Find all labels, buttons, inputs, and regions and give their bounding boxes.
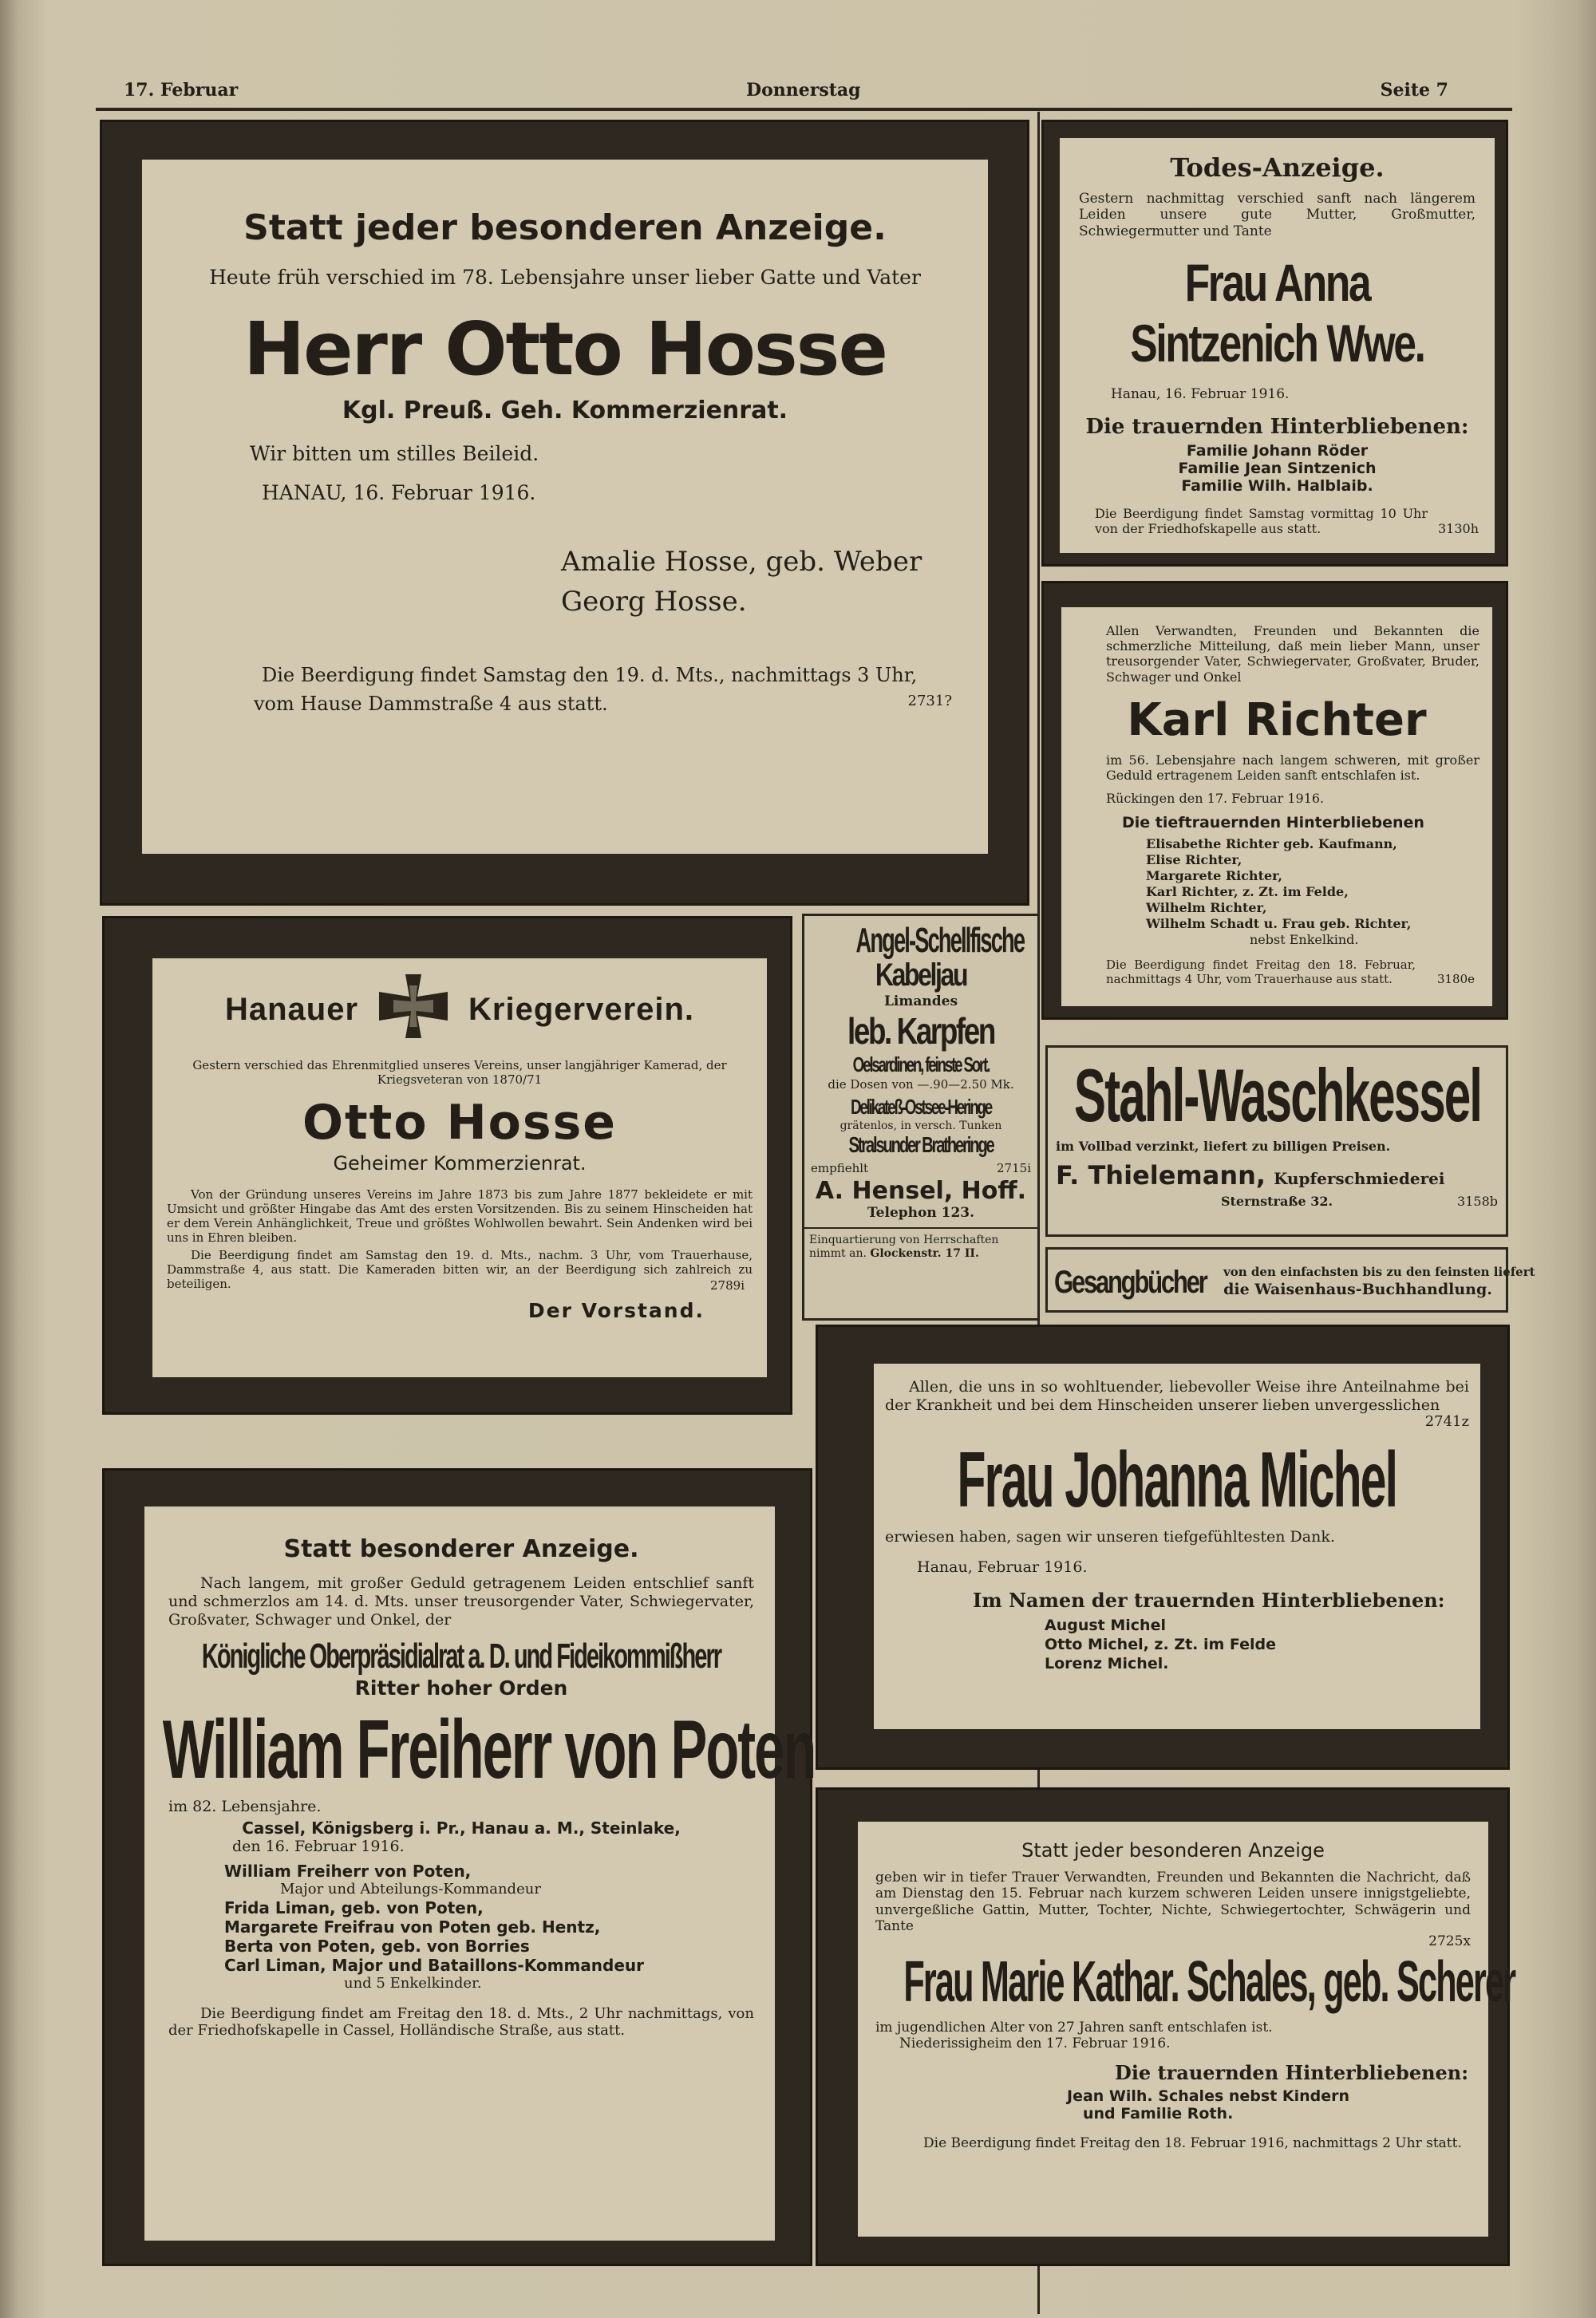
ad-richter-mourner-list <box>1146 836 1479 948</box>
ad-poten-rank: Königliche Oberpräsidialrat a. D. und Fideikommißherr <box>201 1637 721 1676</box>
ad-hensel-line-6: die Dosen von —.90—2.50 Mk. <box>828 1077 1014 1092</box>
ad-richter-mourner: Karl Richter, z. Zt. im Felde, <box>1146 884 1349 900</box>
ad-kriegerverein-name: Otto Hosse <box>302 1095 618 1151</box>
ad-hosse-funeral-2-text: vom Hause Dammstraße 4 aus statt. <box>254 693 608 715</box>
ad-poten-death-notice <box>102 1468 816 2266</box>
ad-schales-heading: Statt jeder besonderen Anzeige <box>1021 1839 1325 1862</box>
ad-poten-mourner: William Freiherr von Poten, <box>224 1862 472 1882</box>
ad-michel-code: 2741z <box>1424 1412 1469 1430</box>
ad-sintzenich-mourner-1: Familie Johann Röder <box>1186 442 1369 460</box>
ad-hensel-line-1: Angel-Schellfische <box>855 921 1025 960</box>
ad-richter-mourners-head: Die tieftrauernden Hinterbliebenen <box>1122 814 1424 832</box>
ad-thielemann-firm: F. Thielemann, <box>1056 1160 1266 1191</box>
ad-gesang-title: Gesangbücher <box>1054 1264 1207 1300</box>
ad-michel-place-date: Hanau, Februar 1916. <box>917 1558 1088 1576</box>
ad-hensel-line-2: Kabeljau <box>875 958 967 993</box>
ad-gesang-line-1: von den einfachsten bis zu den feinsten liefert <box>1223 1265 1535 1280</box>
ad-richter-mourner: Wilhelm Richter, <box>1146 900 1267 916</box>
ad-poten-mourner: Frida Liman, geb. von Poten, <box>224 1897 484 1917</box>
ad-poten-mourner: Margarete Freifrau von Poten geb. Hentz, <box>224 1917 601 1937</box>
ad-hosse-death-notice <box>100 120 1029 906</box>
ad-gesangbuecher <box>1045 1247 1535 1313</box>
ad-michel-thanks: erwiesen haben, sagen wir unseren tiefgefühltesten Dank. <box>885 1527 1335 1546</box>
ad-thielemann-code: 3158b <box>1457 1194 1498 1209</box>
ad-sintzenich-code: 3130h <box>1437 521 1479 537</box>
ad-richter-mourner: nebst Enkelkind. <box>1250 932 1359 948</box>
ad-richter-name: Karl Richter <box>1127 693 1427 746</box>
ad-kriegerverein-text-1: Von der Gründung unseres Vereins im Jahre 1873 bis zum Jahre 1877 bekleidete er mit Umsicht und größter Hingabe das Amt des ersten Vorsitzenden. Bis zu seinem Hinscheiden hat er dem Verein Anhänglichkeit, Treue und größtes Wohlwollen bewahrt. Sein Andenken wird bei uns in Ehren bleiben. <box>167 1187 753 1245</box>
ad-kriegerverein-notice <box>102 916 792 1415</box>
ad-hensel-line-3: Limandes <box>883 993 958 1009</box>
ad-poten-mourner: Carl Liman, Major und Bataillons-Kommandeur <box>224 1955 644 1975</box>
ad-hensel-line-9: Stralsunder Bratheringe <box>848 1132 994 1157</box>
ad-poten-order: Ritter hoher Orden <box>354 1676 568 1700</box>
ad-poten-mourner-list <box>168 1862 754 1992</box>
header-date: 17. Februar <box>124 80 239 101</box>
ad-poten-intro: Nach langem, mit großer Geduld getragenem Leiden entschlief sanft und schmerzlos am 14. d. Mts. unser treusorgender Vater, Schwiegervater, Großvater, Schwager und Onkel, der <box>168 1574 754 1629</box>
ad-kriegerverein-club-left: Hanauer <box>224 992 359 1027</box>
ad-hosse-funeral-1: Die Beerdigung findet Samstag den 19. d. Mts., nachmittags 3 Uhr, <box>262 664 918 686</box>
ad-kriegerverein-signature: Der Vorstand. <box>527 1299 705 1322</box>
ad-thielemann-kessel <box>1045 1045 1508 1237</box>
ad-schales-age: im jugendlichen Alter von 27 Jahren sanft entschlafen ist. <box>875 2019 1273 2036</box>
ad-hensel-line-10 <box>804 1161 1037 1175</box>
ad-kriegerverein-club-line <box>167 974 753 1045</box>
ad-hosse-heading: Statt jeder besonderen Anzeige. <box>243 207 887 248</box>
ad-thielemann-title: Stahl-Waschkessel <box>1073 1053 1482 1137</box>
ad-schales-mourners-head: Die trauernden Hinterbliebenen: <box>1115 2060 1469 2084</box>
ad-richter-funeral-text: Die Beerdigung findet Freitag den 18. Februar, nachmittags 4 Uhr, vom Trauerhause aus statt. <box>1106 958 1416 987</box>
ad-sintzenich-death-notice <box>1041 120 1508 567</box>
ad-thielemann-line: im Vollbad verzinkt, liefert zu billigen Preisen. <box>1056 1139 1391 1154</box>
ad-hensel-firm: A. Hensel, Hoff. <box>815 1177 1027 1205</box>
ad-thielemann-firm-line <box>1056 1160 1498 1191</box>
ad-hosse-name: Herr Otto Hosse <box>243 306 887 392</box>
ad-richter-place-date: Rückingen den 17. Februar 1916. <box>1106 791 1325 807</box>
ad-hensel-line-7: Delikateß-Ostsee-Heringe <box>850 1095 991 1119</box>
ad-richter-funeral <box>1074 958 1479 986</box>
ad-michel-name: Frau Johanna Michel <box>957 1435 1397 1523</box>
ad-hensel-phone: Telephon 123. <box>867 1205 975 1221</box>
ad-poten-mourner: Berta von Poten, geb. von Borries <box>224 1936 530 1956</box>
ad-kriegerverein-text-2: Die Beerdigung findet am Samstag den 19. d. Mts., nachm. 3 Uhr, vom Trauerhause, Dammstraße 4, aus statt. Die Kameraden bitten wir, an der Beerdigung sich zahlreich zu beteiligen. <box>167 1248 753 1291</box>
ad-gesang-line-2: die Waisenhaus-Buchhandlung. <box>1223 1281 1492 1299</box>
ad-sintzenich-heading: Todes-Anzeige. <box>1170 152 1385 183</box>
ad-kriegerverein-title: Geheimer Kommerzienrat. <box>333 1152 587 1175</box>
ad-richter-intro: Allen Verwandten, Freunden und Bekannten die schmerzliche Mitteilung, daß mein lieber Mann, unser treusorgender Vater, Schwiegervater, Großvater, Bruder, Schwager und Onkel <box>1106 623 1479 685</box>
ad-sintzenich-mourners-head: Die trauernden Hinterbliebenen: <box>1085 415 1469 440</box>
ad-richter-mourner: Elisabethe Richter geb. Kaufmann, <box>1146 836 1397 852</box>
ad-hosse-request: Wir bitten um stilles Beileid. <box>250 442 539 465</box>
ad-michel-mourner-3: Lorenz Michel. <box>1045 1654 1169 1672</box>
ad-hosse-code: 2731? <box>907 693 952 709</box>
ad-hensel-line-4: leb. Karpfen <box>847 1010 994 1052</box>
ad-sintzenich-intro: Gestern nachmittag verschied sanft nach längerem Leiden unsere gute Mutter, Großmutter, Schwiegermutter und Tante <box>1079 191 1476 239</box>
ad-thielemann-address-line <box>1056 1194 1498 1209</box>
ad-sintzenich-funeral <box>1071 506 1483 536</box>
ad-hensel-code: 2715i <box>997 1161 1031 1175</box>
ad-sintzenich-mourner-3: Familie Wilh. Halblaib. <box>1181 477 1373 496</box>
ad-richter-mourner: Wilhelm Schadt u. Frau geb. Richter, <box>1146 916 1412 932</box>
ad-poten-places: Cassel, Königsberg i. Pr., Hanau a. M., Steinlake, <box>242 1818 681 1838</box>
ad-michel-thanks <box>816 1325 1510 1770</box>
ad-richter-mourner: Elise Richter, <box>1146 852 1242 868</box>
ad-richter-text: im 56. Lebensjahre nach langem schweren, mit großer Geduld ertragenem Leiden sanft entschlafen ist. <box>1106 752 1479 783</box>
ad-thielemann-address: Sternstraße 32. <box>1220 1194 1333 1209</box>
ad-hosse-title: Kgl. Preuß. Geh. Kommerzienrat. <box>342 397 788 425</box>
ad-richter-death-notice <box>1041 581 1508 1020</box>
ad-richter-code: 3180e <box>1436 972 1475 987</box>
ad-schales-mourner-2: und Familie Roth. <box>1083 2104 1234 2123</box>
page-header <box>124 80 1448 104</box>
ad-sintzenich-mourner-2: Familie Jean Sintzenich <box>1178 460 1377 478</box>
ad-hensel-line-8: grätenlos, in versch. Tunken <box>839 1120 1002 1132</box>
ad-sintzenich-funeral-text: Die Beerdigung findet Samstag vormittag 10 Uhr von der Friedhofskapelle aus statt. <box>1095 506 1428 537</box>
ad-poten-mourner: und 5 Enkelkinder. <box>344 1974 482 1992</box>
ad-michel-mourners-head: Im Namen der trauernden Hinterbliebenen: <box>973 1588 1445 1612</box>
ad-hensel-address: Glockenstr. 17 II. <box>870 1246 979 1260</box>
ad-richter-mourner: Margarete Richter, <box>1146 868 1282 884</box>
ad-schales-place-date: Niederissigheim den 17. Februar 1916. <box>899 2035 1171 2051</box>
ad-hosse-funeral-2 <box>254 693 988 715</box>
ad-hensel-recommends: empfiehlt <box>811 1161 869 1175</box>
ad-gesang-text <box>1223 1264 1535 1301</box>
ad-schales-name: Frau Marie Kathar. Schales, geb. Scherer <box>903 1949 1515 2014</box>
ad-michel-intro: Allen, die uns in so wohltuender, liebevoller Weise ihre Anteilnahme bei der Krankheit und bei dem Hinscheiden unserer lieben unvergesslichen <box>885 1378 1469 1414</box>
ad-schales-code: 2725x <box>1428 1933 1471 1949</box>
ad-poten-funeral: Die Beerdigung findet am Freitag den 18. d. Mts., 2 Uhr nachmittags, von der Friedhofskapelle in Cassel, Holländische Straße, aus statt. <box>168 2004 754 2040</box>
ad-hosse-mourner-1: Amalie Hosse, geb. Weber <box>561 546 922 578</box>
ad-schales-intro: geben wir in tiefer Trauer Verwandten, Freunden und Bekannten die Nachricht, daß am Dienstag den 15. Februar nach kurzem schweren Leiden unsere innigstgeliebte, unvergeßliche Gattin, Mutter, Tochter, Nichte, Schwiegertochter, Schwägerin und Tante <box>875 1870 1471 1935</box>
ad-poten-name: William Freiherr von Poten <box>162 1704 816 1797</box>
ad-kriegerverein-footer <box>167 1278 753 1326</box>
ad-sintzenich-name: Frau Anna Sintzenich Wwe. <box>1130 253 1424 373</box>
ad-michel-mourner-1: August Michel <box>1045 1616 1166 1634</box>
header-weekday: Donnerstag <box>746 80 861 101</box>
header-rule <box>96 108 1512 111</box>
ad-schales-mourner-1: Jean Wilh. Schales nebst Kindern <box>1067 2087 1350 2105</box>
ad-kriegerverein-intro: Gestern verschied das Ehrenmitglied unseres Vereins, unser langjähriger Kamerad, der Kriegsveteran von 1870/71 <box>192 1058 727 1087</box>
ad-poten-date: den 16. Februar 1916. <box>232 1838 405 1856</box>
ad-hosse-place-date: HANAU, 16. Februar 1916. <box>262 481 536 504</box>
ad-hensel-footer <box>804 1227 1037 1261</box>
ad-poten-heading: Statt besonderer Anzeige. <box>283 1535 639 1563</box>
ad-sintzenich-place-date: Hanau, 16. Februar 1916. <box>1111 386 1290 403</box>
ad-hosse-intro: Heute früh verschied im 78. Lebensjahre unser lieber Gatte und Vater <box>209 266 921 289</box>
ad-schales-death-notice <box>816 1787 1515 2266</box>
ad-schales-name-wrap <box>700 1949 1596 2015</box>
ad-michel-mourner-2: Otto Michel, z. Zt. im Felde <box>1045 1635 1277 1653</box>
header-page-number: Seite 7 <box>1380 80 1448 101</box>
ad-kriegerverein-club-right: Kriegerverein. <box>468 992 695 1027</box>
ad-poten-age: im 82. Lebensjahre. <box>168 1798 322 1816</box>
ad-schales-funeral: Die Beerdigung findet Freitag den 18. Februar 1916, nachmittags 2 Uhr statt. <box>923 2134 1462 2151</box>
ad-thielemann-trade: Kupferschmiederei <box>1274 1169 1445 1188</box>
ad-poten-mourner: Major und Abteilungs-Kommandeur <box>280 1881 541 1898</box>
ad-hensel-fish <box>802 914 1040 1321</box>
ad-kriegerverein-code: 2789i <box>710 1278 745 1293</box>
ad-hensel-line-5: Oelsardinen, feinste Sort. <box>852 1052 990 1076</box>
ad-michel-name-wrap <box>725 1435 1596 1525</box>
ad-hensel-footer-text: Einquartierung von Herrschaften nimmt an. <box>809 1234 999 1260</box>
ad-hosse-mourner-2: Georg Hosse. <box>561 586 747 618</box>
iron-cross-icon <box>379 974 448 1045</box>
